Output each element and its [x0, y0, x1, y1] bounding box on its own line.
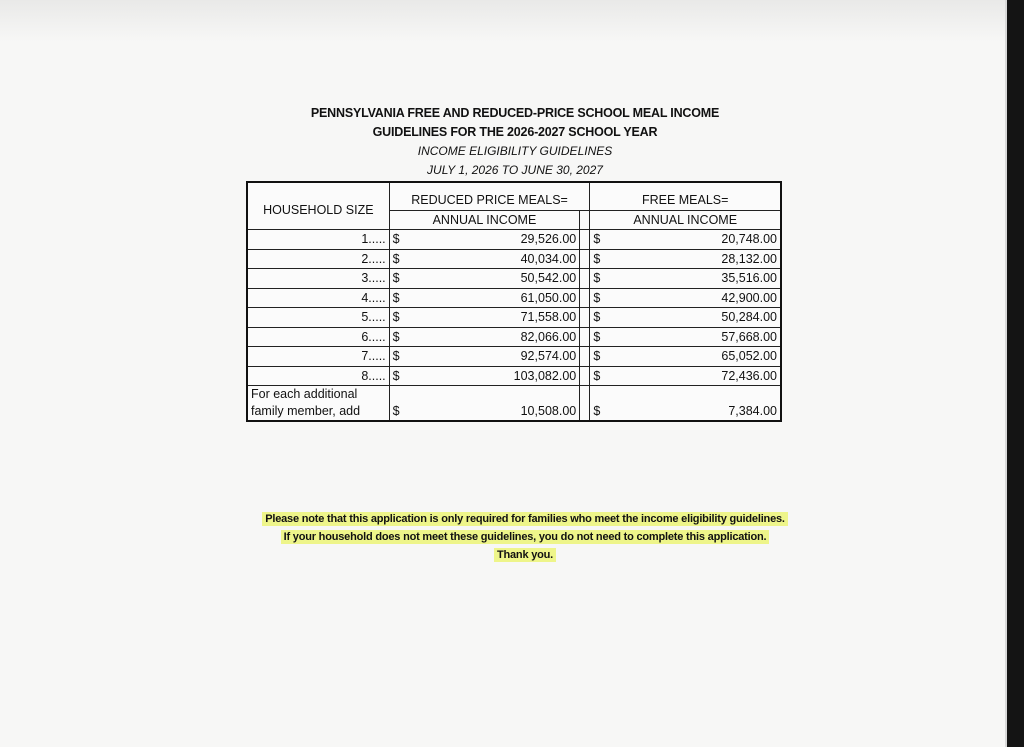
column-gap [580, 347, 590, 367]
table-row [247, 366, 781, 386]
household-size-cell: 4..... [247, 288, 389, 308]
household-size-cell: 1..... [247, 230, 389, 250]
household-size-cell: 5..... [247, 308, 389, 328]
currency-sign: $ [590, 269, 611, 289]
table-row [247, 269, 781, 289]
currency-sign: $ [590, 347, 611, 367]
currency-sign: $ [389, 269, 410, 289]
scan-right-edge [1007, 0, 1024, 747]
column-gap [580, 210, 590, 230]
household-size-cell: 8..... [247, 366, 389, 386]
table-row [247, 230, 781, 250]
reduced-price-value: 103,082.00 [410, 366, 580, 386]
title-line-2: GUIDELINES FOR THE 2026-2027 SCHOOL YEAR [372, 125, 658, 139]
header-free-meals: FREE MEALS= [590, 182, 781, 210]
table-row-additional-member [247, 386, 781, 422]
currency-sign: $ [389, 308, 410, 328]
currency-sign: $ [389, 230, 410, 250]
free-meals-value: 20,748.00 [611, 230, 781, 250]
document-heading [245, 104, 785, 180]
title-line-1: PENNSYLVANIA FREE AND REDUCED-PRICE SCHOOL MEAL INCOME [310, 106, 720, 120]
column-gap [580, 327, 590, 347]
subtitle-line: INCOME ELIGIBILITY GUIDELINES [417, 144, 613, 158]
subheader-free-annual-income: ANNUAL INCOME [590, 210, 781, 230]
table-row [247, 288, 781, 308]
reduced-price-value: 61,050.00 [410, 288, 580, 308]
table-row [247, 249, 781, 269]
household-size-cell: 7..... [247, 347, 389, 367]
table-body [247, 230, 781, 386]
additional-reduced-value: 10,508.00 [410, 386, 580, 422]
table-header-row [247, 182, 781, 210]
reduced-price-value: 92,574.00 [410, 347, 580, 367]
additional-label-line-1: For each additional [251, 387, 358, 401]
household-size-cell: 6..... [247, 327, 389, 347]
currency-sign: $ [389, 327, 410, 347]
currency-sign: $ [590, 230, 611, 250]
additional-free-value: 7,384.00 [611, 386, 781, 422]
column-gap [580, 366, 590, 386]
note-line-2: If your household does not meet these guidelines, you do not need to complete this application. [281, 530, 770, 544]
free-meals-value: 57,668.00 [611, 327, 781, 347]
currency-sign: $ [389, 347, 410, 367]
free-meals-value: 28,132.00 [611, 249, 781, 269]
currency-sign: $ [389, 249, 410, 269]
note-line-3: Thank you. [494, 548, 556, 562]
free-meals-value: 35,516.00 [611, 269, 781, 289]
reduced-price-value: 71,558.00 [410, 308, 580, 328]
eligibility-note [240, 510, 810, 564]
income-guidelines-table [246, 181, 782, 422]
subheader-reduced-annual-income: ANNUAL INCOME [389, 210, 580, 230]
table-row [247, 327, 781, 347]
reduced-price-value: 29,526.00 [410, 230, 580, 250]
currency-sign: $ [389, 288, 410, 308]
column-gap [580, 230, 590, 250]
currency-sign: $ [590, 288, 611, 308]
currency-sign: $ [590, 386, 611, 422]
currency-sign: $ [590, 327, 611, 347]
free-meals-value: 65,052.00 [611, 347, 781, 367]
table-row [247, 347, 781, 367]
currency-sign: $ [389, 366, 410, 386]
currency-sign: $ [590, 249, 611, 269]
free-meals-value: 72,436.00 [611, 366, 781, 386]
column-gap [580, 288, 590, 308]
additional-member-label [247, 386, 389, 422]
column-gap [580, 308, 590, 328]
household-size-cell: 2..... [247, 249, 389, 269]
free-meals-value: 42,900.00 [611, 288, 781, 308]
column-gap [580, 386, 590, 422]
date-range-line: JULY 1, 2026 TO JUNE 30, 2027 [427, 163, 603, 177]
table-row [247, 308, 781, 328]
free-meals-value: 50,284.00 [611, 308, 781, 328]
note-line-1: Please note that this application is only required for families who meet the income eligibility guidelines. [262, 512, 788, 526]
header-household-size: HOUSEHOLD SIZE [247, 182, 389, 230]
household-size-cell: 3..... [247, 269, 389, 289]
column-gap [580, 269, 590, 289]
additional-label-line-2: family member, add [251, 404, 361, 418]
header-reduced-price: REDUCED PRICE MEALS= [389, 182, 590, 210]
scan-top-band [0, 0, 1005, 42]
reduced-price-value: 40,034.00 [410, 249, 580, 269]
currency-sign: $ [590, 366, 611, 386]
reduced-price-value: 50,542.00 [410, 269, 580, 289]
reduced-price-value: 82,066.00 [410, 327, 580, 347]
currency-sign: $ [590, 308, 611, 328]
currency-sign: $ [389, 386, 410, 422]
column-gap [580, 249, 590, 269]
